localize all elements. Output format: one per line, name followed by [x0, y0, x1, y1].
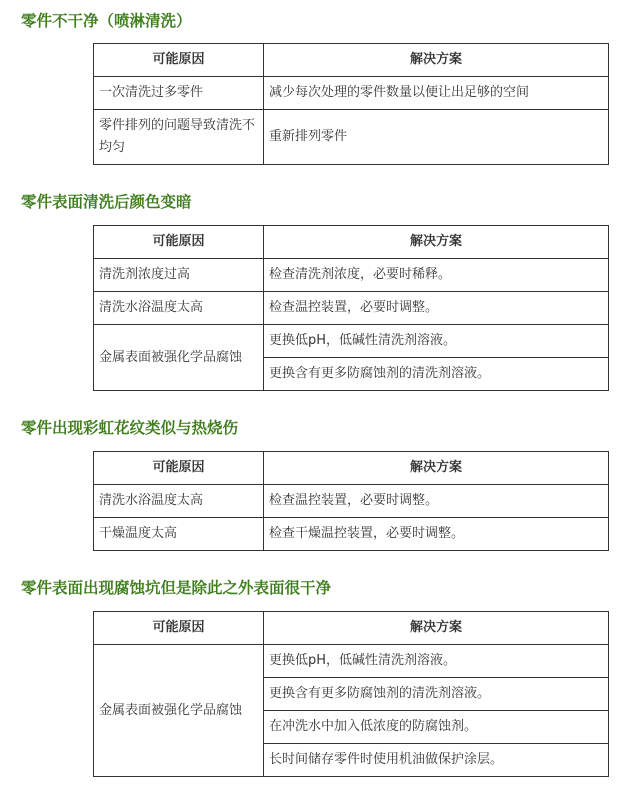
table-row	[94, 259, 609, 292]
section-title: 零件表面出现腐蚀坑但是除此之外表面很干净	[21, 579, 332, 597]
header-solution: 解决方案	[264, 612, 609, 645]
table-header-row	[94, 44, 609, 77]
troubleshooting-table	[93, 611, 609, 777]
table-row	[94, 292, 609, 325]
section-title: 零件表面清洗后颜色变暗	[21, 193, 192, 211]
section-title: 零件出现彩虹花纹类似与热烧伤	[21, 419, 239, 437]
solution-cell: 检查清洗剂浓度，必要时稀释。	[264, 259, 609, 292]
cause-cell: 清洗剂浓度过高	[94, 259, 264, 292]
cause-cell: 干燥温度太高	[94, 518, 264, 551]
table-row	[94, 518, 609, 551]
cause-cell: 金属表面被强化学品腐蚀	[94, 325, 264, 391]
table-header-row	[94, 612, 609, 645]
cause-cell: 清洗水浴温度太高	[94, 485, 264, 518]
table-header-row	[94, 452, 609, 485]
solution-cell: 更换含有更多防腐蚀剂的清洗剂溶液。	[264, 678, 609, 711]
header-solution: 解决方案	[264, 226, 609, 259]
section-title: 零件不干净（喷淋清洗）	[21, 12, 192, 30]
table-header-row	[94, 226, 609, 259]
header-cause: 可能原因	[94, 226, 264, 259]
solution-cell: 重新排列零件	[264, 110, 609, 165]
table-row	[94, 77, 609, 110]
header-cause: 可能原因	[94, 44, 264, 77]
solution-cell: 更换低pH，低碱性清洗剂溶液。	[264, 325, 609, 358]
solution-cell: 减少每次处理的零件数量以便让出足够的空间	[264, 77, 609, 110]
cause-cell: 一次清洗过多零件	[94, 77, 264, 110]
table-row	[94, 485, 609, 518]
header-solution: 解决方案	[264, 44, 609, 77]
table-row	[94, 325, 609, 358]
cause-cell: 零件排列的问题导致清洗不均匀	[94, 110, 264, 165]
cause-cell: 金属表面被强化学品腐蚀	[94, 645, 264, 777]
solution-cell: 长时间储存零件时使用机油做保护涂层。	[264, 744, 609, 777]
troubleshooting-table	[93, 451, 609, 551]
troubleshooting-table	[93, 225, 609, 391]
header-cause: 可能原因	[94, 612, 264, 645]
solution-cell: 检查温控装置，必要时调整。	[264, 485, 609, 518]
cause-cell: 清洗水浴温度太高	[94, 292, 264, 325]
table-row	[94, 645, 609, 678]
solution-cell: 检查温控装置，必要时调整。	[264, 292, 609, 325]
header-cause: 可能原因	[94, 452, 264, 485]
solution-cell: 更换低pH，低碱性清洗剂溶液。	[264, 645, 609, 678]
solution-cell: 更换含有更多防腐蚀剂的清洗剂溶液。	[264, 358, 609, 391]
troubleshooting-table	[93, 43, 609, 165]
solution-cell: 检查干燥温控装置，必要时调整。	[264, 518, 609, 551]
table-row	[94, 110, 609, 165]
solution-cell: 在冲洗水中加入低浓度的防腐蚀剂。	[264, 711, 609, 744]
header-solution: 解决方案	[264, 452, 609, 485]
